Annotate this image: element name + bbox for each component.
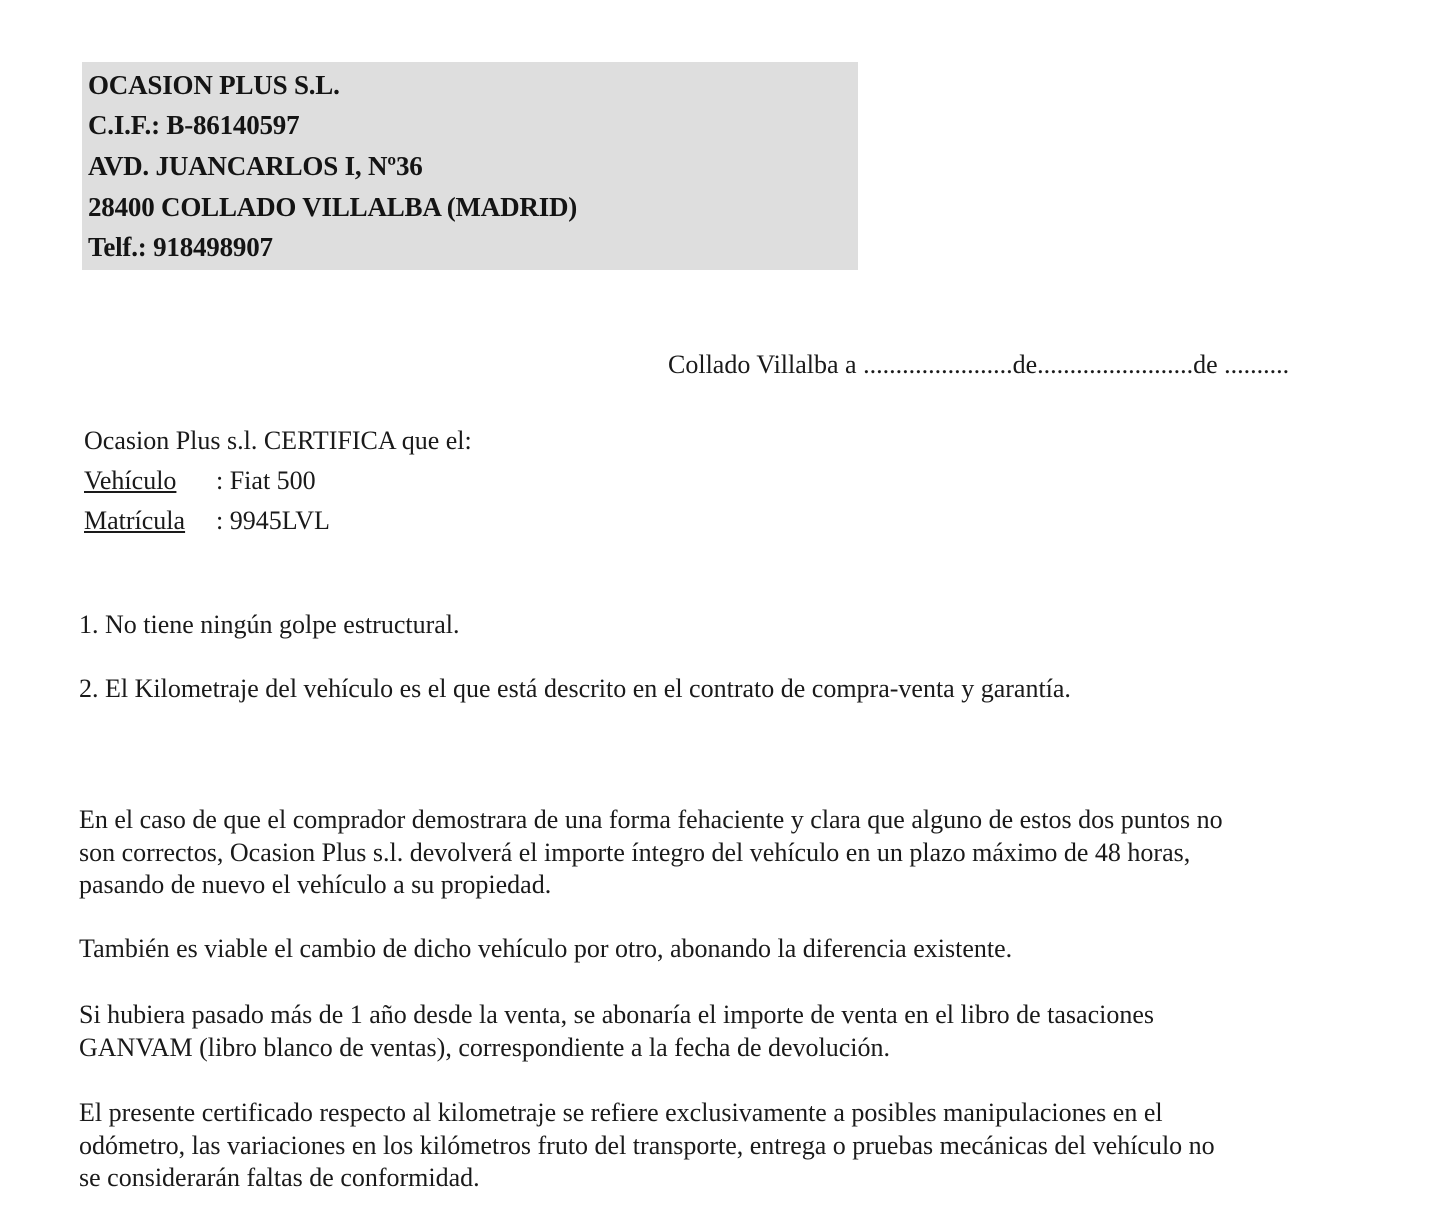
paragraph-mileage: [79, 1097, 1215, 1195]
paragraph-exchange: [79, 933, 1012, 966]
point-2: 2. El Kilometraje del vehículo es el que está descrito en el contrato de compra-venta y garantía.: [79, 674, 1071, 703]
company-name: OCASION PLUS S.L.: [88, 70, 340, 100]
plate-label: Matrícula: [84, 506, 186, 535]
paragraph-line: son correctos, Ocasion Plus s.l. devolverá el importe íntegro del vehículo en un plazo máximo de 48 horas,: [79, 837, 1191, 867]
paragraph-line: GANVAM (libro blanco de ventas), correspondiente a la fecha de devolución.: [79, 1032, 891, 1062]
company-city: 28400 COLLADO VILLALBA (MADRID): [88, 192, 578, 222]
plate-row: [84, 505, 330, 537]
date-line: Collado Villalba a .......................de........................de ..........: [668, 350, 1290, 379]
company-address: AVD. JUANCARLOS I, Nº36: [88, 151, 423, 181]
point-1: 1. No tiene ningún golpe estructural.: [79, 610, 460, 639]
paragraph-line: se considerarán faltas de conformidad.: [79, 1163, 480, 1192]
company-phone: Telf.: 918498907: [88, 232, 273, 262]
certifies-intro: Ocasion Plus s.l. CERTIFICA que el:: [84, 426, 472, 455]
paragraph-line: En el caso de que el comprador demostrara de una forma fehaciente y clara que alguno de estos dos puntos no: [79, 805, 1223, 834]
paragraph-line: El presente certificado respecto al kilometraje se refiere exclusivamente a posibles manipulaciones en el: [79, 1098, 1163, 1127]
company-cif: C.I.F.: B-86140597: [88, 110, 300, 140]
paragraph-line: odómetro, las variaciones en los kilómetros fruto del transporte, entrega o pruebas mecánicas del vehículo no: [79, 1130, 1215, 1160]
vehicle-label: Vehículo: [84, 466, 177, 495]
paragraph-refund: [79, 804, 1223, 902]
paragraph-ganvam: [79, 999, 1154, 1064]
paragraph-line: También es viable el cambio de dicho vehículo por otro, abonando la diferencia existente.: [79, 934, 1013, 963]
paragraph-line: Si hubiera pasado más de 1 año desde la venta, se abonaría el importe de venta en el libro de tasaciones: [79, 1000, 1155, 1029]
plate-value: : 9945LVL: [216, 506, 330, 535]
paragraph-line: pasando de nuevo el vehículo a su propiedad.: [79, 870, 552, 899]
vehicle-value: : Fiat 500: [216, 466, 316, 495]
vehicle-row: [84, 465, 316, 497]
